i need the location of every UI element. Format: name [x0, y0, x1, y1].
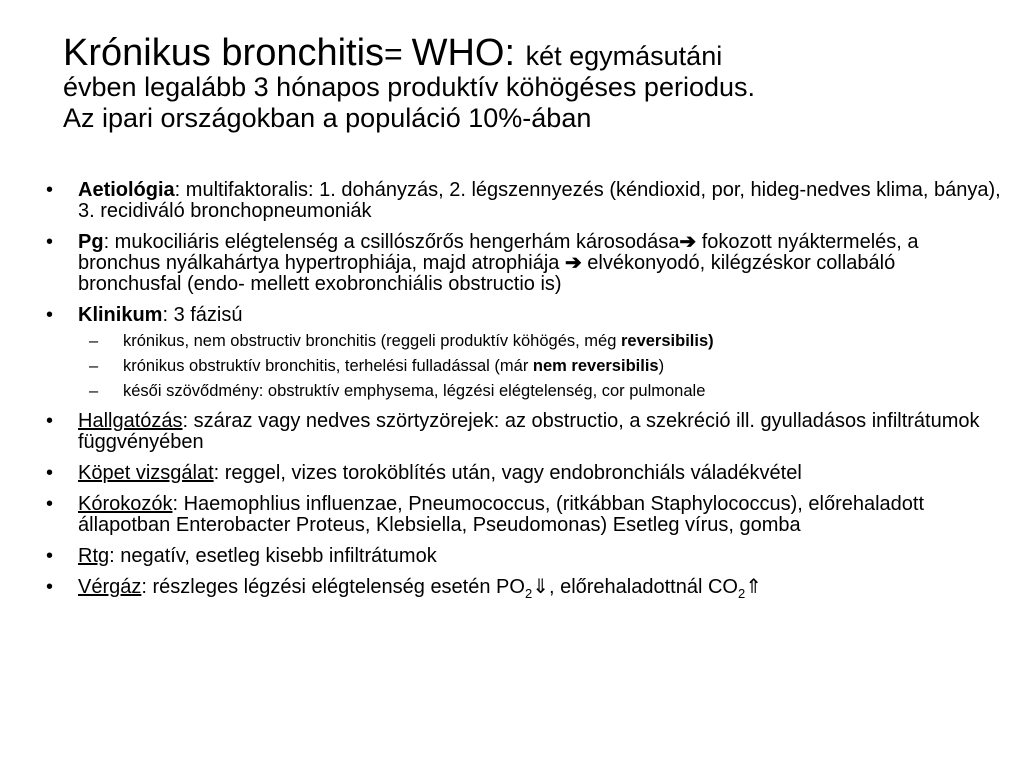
pg-text2: fokozott nyáktermelés, a bronchus nyálkahártya hypertrophiája, majd atrophiája — [78, 231, 919, 274]
bullet-vergaz — [44, 576, 1004, 601]
sub-item-bold: reversibilis) — [620, 332, 714, 350]
bullet-pg — [44, 232, 1004, 295]
slide-title — [63, 34, 983, 134]
korokozok-label: Kórokozók — [78, 493, 173, 515]
title-who: WHO: — [411, 32, 526, 74]
subscript-2: 2 — [524, 586, 533, 601]
bullet-kopet — [44, 463, 1004, 484]
aetiologia-label: Aetiológia — [78, 179, 175, 201]
bullet-rtg — [44, 546, 1004, 567]
bullet-korokozok — [44, 494, 1004, 536]
right-arrow-icon: ➔ — [679, 231, 697, 253]
subscript-2: 2 — [737, 586, 746, 601]
klinikum-label: Klinikum — [78, 304, 163, 326]
right-arrow-icon: ➔ — [564, 252, 582, 274]
klinikum-text: : 3 fázisú — [162, 304, 243, 326]
korokozok-text: : Haemophlius influenzae, Pneumococcus, (ritkábban Staphylococcus), előrehaladott állapotban Enterobacter Proteus, Klebsiella, Pseudomonas) Esetleg vírus, gomba — [78, 493, 925, 536]
klinikum-sublist — [44, 332, 1004, 401]
title-line2: évben legalább 3 hónapos produktív köhögéses periodus. — [63, 72, 756, 102]
vergaz-text1: : részleges légzési elégtelenség esetén PO — [141, 576, 525, 598]
hallgatozas-label: Hallgatózás — [78, 410, 183, 432]
sub-item-text: krónikus obstruktív bronchitis, terhelési fulladással (már — [123, 357, 533, 375]
vergaz-text2: , előrehaladottnál CO — [548, 576, 738, 598]
kopet-label: Köpet vizsgálat — [78, 462, 214, 484]
vergaz-label: Vérgáz — [78, 576, 142, 598]
bullet-hallgatozas — [44, 411, 1004, 453]
rtg-label: Rtg — [78, 545, 110, 567]
hallgatozas-text: : száraz vagy nedves szörtyzörejek: az obstructio, a szekréció ill. gyulladásos infiltrátumok függvényében — [78, 410, 980, 453]
title-main: Krónikus bronchitis — [63, 32, 385, 74]
bullet-list — [44, 180, 1004, 608]
kopet-text: : reggel, vizes toroköblítés után, vagy endobronchiáls váladékvétel — [213, 462, 802, 484]
klinikum-sub-item — [44, 332, 1004, 351]
sub-item-text: késői szövődmény: obstruktív emphysema, légzési elégtelenség, cor pulmonale — [123, 382, 706, 400]
sub-item-bold: nem reversibilis — [532, 357, 659, 375]
pg-label: Pg — [78, 231, 104, 253]
bullet-klinikum — [44, 305, 1004, 326]
bullet-aetiologia — [44, 180, 1004, 222]
sub-item-tail: ) — [658, 357, 665, 375]
klinikum-sub-item — [44, 357, 1004, 376]
down-arrow-icon: ⇓ — [532, 576, 549, 598]
klinikum-sub-item — [44, 382, 1004, 401]
title-equals: = — [384, 36, 412, 72]
pg-text1: : mukociliáris elégtelenség a csillószőrős hengerhám károsodása — [103, 231, 680, 253]
rtg-text: : negatív, esetleg kisebb infiltrátumok — [109, 545, 437, 567]
sub-item-text: krónikus, nem obstructiv bronchitis (reggeli produktív köhögés, még — [123, 332, 621, 350]
pg-text3: elvékonyodó, kilégzéskor collabáló bronchusfal (endo- mellett exobronchiális obstructio is) — [78, 252, 896, 295]
aetiologia-text: : multifaktoralis: 1. dohányzás, 2. légszennyezés (kéndioxid, por, hideg-nedves klima, bánya), 3. recidiváló bronchopneumoniák — [78, 179, 1001, 222]
title-rest: két egymásutáni — [525, 41, 723, 71]
title-line3: Az ipari országokban a populáció 10%-ában — [63, 103, 592, 133]
up-arrow-icon: ⇑ — [745, 576, 762, 598]
